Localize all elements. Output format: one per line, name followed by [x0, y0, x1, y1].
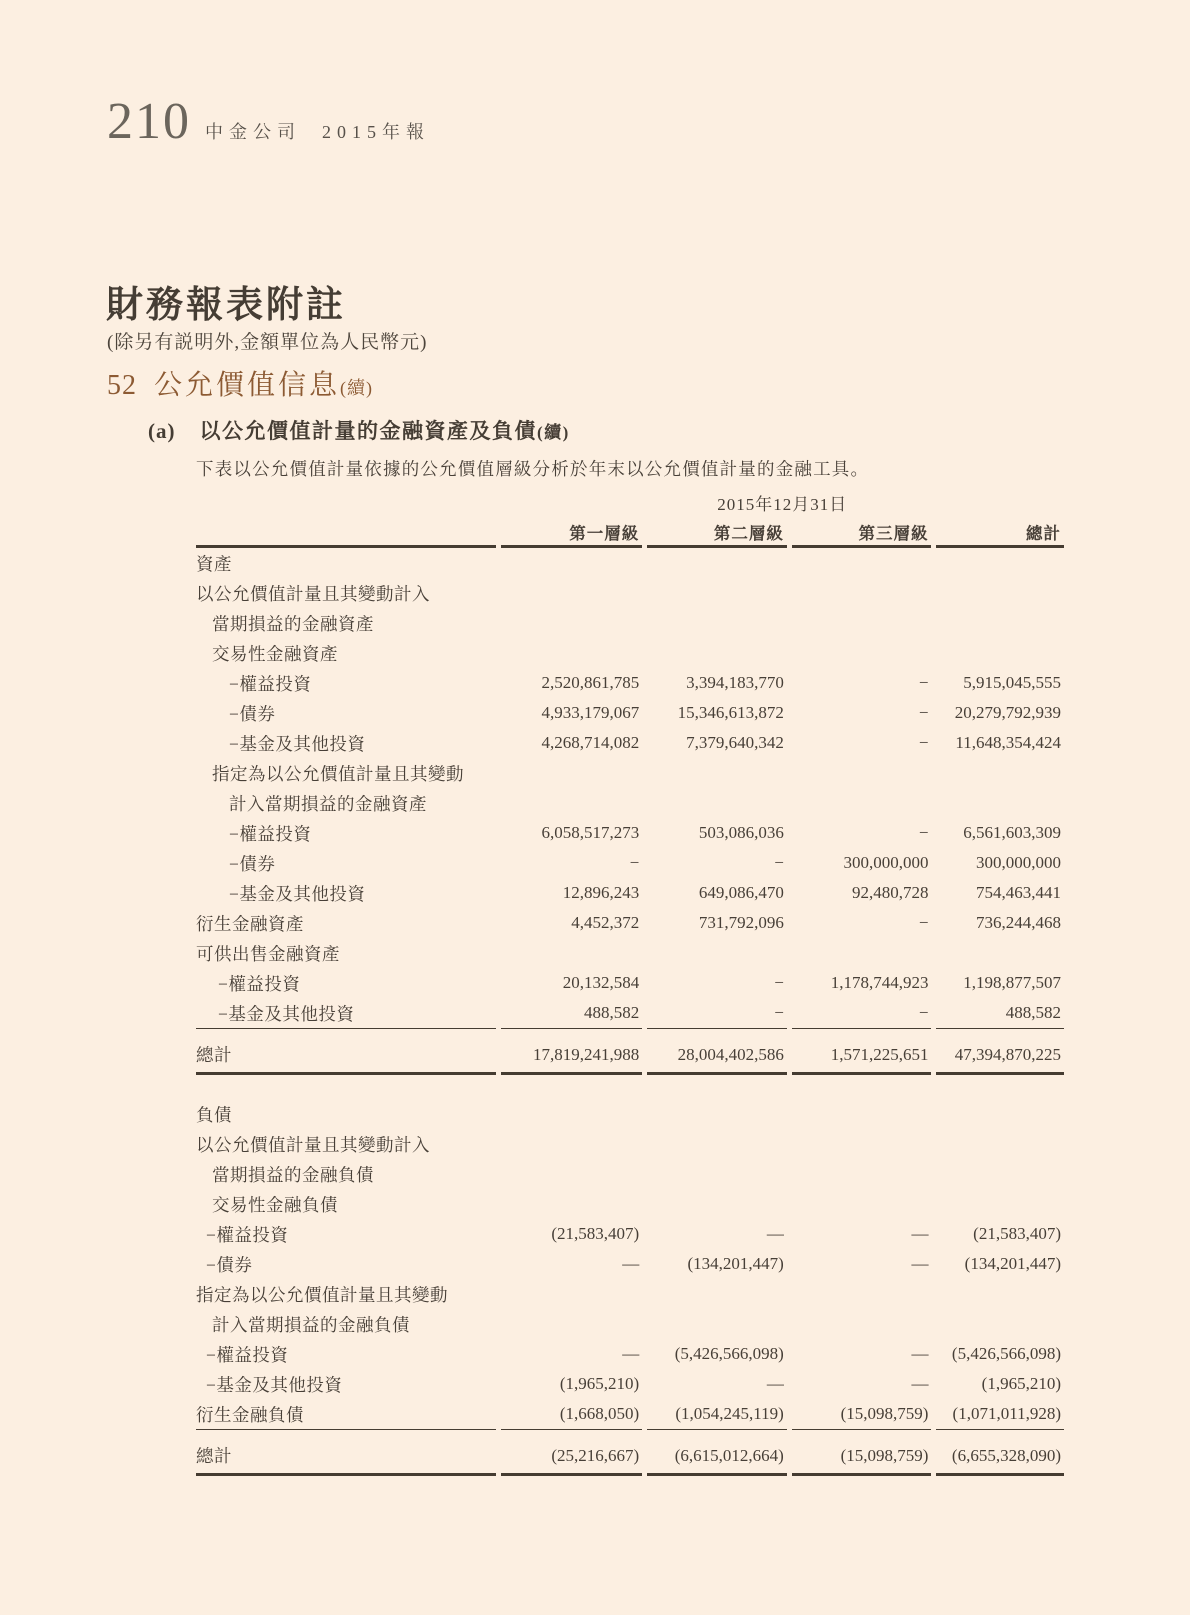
- cell-value: (5,426,566,098): [951, 1344, 1061, 1363]
- cell-value: [647, 1099, 787, 1129]
- cell-value: [792, 1279, 932, 1309]
- cell-value: [792, 1099, 932, 1129]
- cell-value: 7,379,640,342: [686, 733, 784, 752]
- cell-value: (1,965,210): [559, 1374, 640, 1393]
- table-row: [196, 758, 1064, 788]
- row-label: 可供出售金融資產: [196, 943, 340, 964]
- cell-value: 4,452,372: [571, 913, 640, 932]
- row-label: −債券: [206, 1254, 253, 1275]
- cell-value: [936, 938, 1064, 968]
- table-row: [196, 548, 1064, 578]
- cell-value: 4,268,714,082: [541, 733, 640, 752]
- cell-value: (1,071,011,928): [952, 1404, 1061, 1423]
- table-row: [196, 848, 1064, 878]
- subsection-continued-marker: (續): [537, 423, 570, 442]
- liabilities-total-row: [196, 1429, 1064, 1476]
- section-spacer: [196, 1075, 1064, 1099]
- row-label: 以公允價值計量且其變動計入: [196, 1134, 430, 1155]
- cell-value: [792, 1189, 932, 1219]
- cell-value: −: [918, 733, 929, 752]
- cell-value: [792, 608, 932, 638]
- cell-value: —: [911, 1224, 929, 1243]
- cell-value: 92,480,728: [851, 883, 929, 902]
- table-row: [196, 1369, 1064, 1399]
- table-row: [196, 578, 1064, 608]
- cell-value: [647, 1279, 787, 1309]
- table-row: [196, 608, 1064, 638]
- cell-value: (21,583,407): [973, 1224, 1061, 1243]
- cell-value: 503,086,036: [698, 823, 784, 842]
- row-label: 衍生金融資產: [196, 913, 304, 934]
- cell-value: —: [622, 1254, 640, 1273]
- page-title: 財務報表附註: [106, 285, 346, 326]
- cell-value: −: [918, 823, 929, 842]
- table-row: [196, 908, 1064, 938]
- table-row: [196, 788, 1064, 818]
- cell-value: [501, 1279, 643, 1309]
- cell-value: 12,896,243: [562, 883, 640, 902]
- table-row: [196, 698, 1064, 728]
- row-label: 計入當期損益的金融資產: [229, 793, 427, 814]
- cell-value: −: [918, 673, 929, 692]
- row-label: −權益投資: [229, 823, 312, 844]
- row-label: 指定為以公允價值計量且其變動: [196, 1284, 448, 1305]
- table-row: [196, 878, 1064, 908]
- cell-value: [501, 1189, 643, 1219]
- cell-value: 28,004,402,586: [647, 1028, 787, 1075]
- cell-value: 11,648,354,424: [955, 733, 1061, 752]
- cell-value: [501, 938, 643, 968]
- row-label: −權益投資: [229, 673, 312, 694]
- table-row: [196, 1279, 1064, 1309]
- cell-value: 1,571,225,651: [792, 1028, 932, 1075]
- cell-value: 300,000,000: [976, 853, 1061, 872]
- cell-value: [647, 758, 787, 788]
- cell-value: −: [774, 1003, 784, 1022]
- intro-paragraph: 下表以公允價值計量依據的公允價值層級分析於年末以公允價值計量的金融工具。: [196, 459, 870, 479]
- empty-cell: [196, 486, 496, 518]
- fair-value-table-container: [191, 486, 1071, 1476]
- cell-value: —: [766, 1374, 784, 1393]
- company-name-text: 中金公司: [205, 122, 301, 142]
- section-continued-marker: (續): [340, 378, 374, 398]
- cell-value: [647, 548, 787, 578]
- assets-total-row: [196, 1028, 1064, 1075]
- cell-value: [936, 638, 1064, 668]
- cell-value: [647, 938, 787, 968]
- subsection-title: [200, 415, 570, 445]
- cell-value: (15,098,759): [840, 1404, 929, 1423]
- table-row: [196, 998, 1064, 1028]
- column-header-level3: 第三層級: [792, 518, 932, 548]
- running-head: [107, 93, 430, 150]
- liabilities-total-section: [196, 1429, 1064, 1476]
- cell-value: [501, 1159, 643, 1189]
- cell-value: 300,000,000: [843, 853, 929, 872]
- cell-value: 20,279,792,939: [954, 703, 1061, 722]
- row-label: −債券: [229, 853, 276, 874]
- cell-value: [936, 1159, 1064, 1189]
- cell-value: [647, 578, 787, 608]
- cell-value: [647, 788, 787, 818]
- cell-value: [501, 608, 643, 638]
- cell-value: [936, 1129, 1064, 1159]
- cell-value: 1,198,877,507: [963, 973, 1061, 992]
- cell-value: −: [629, 853, 640, 872]
- empty-cell: [196, 518, 496, 548]
- cell-value: 17,819,241,988: [501, 1028, 643, 1075]
- cell-value: [936, 1099, 1064, 1129]
- row-label: 計入當期損益的金融負債: [212, 1314, 410, 1335]
- assets-rows: [196, 548, 1064, 1028]
- cell-value: [792, 938, 932, 968]
- cell-value: 6,058,517,273: [541, 823, 640, 842]
- column-header-row: [196, 518, 1064, 548]
- cell-value: [936, 788, 1064, 818]
- row-label: −權益投資: [206, 1344, 289, 1365]
- cell-value: (6,655,328,090): [936, 1429, 1064, 1476]
- cell-value: −: [918, 1003, 929, 1022]
- cell-value: (1,965,210): [981, 1374, 1061, 1393]
- cell-value: [936, 1309, 1064, 1339]
- row-label: −基金及其他投資: [218, 1003, 355, 1024]
- spacer-cell: [196, 1075, 1064, 1099]
- row-label: 總計: [196, 1028, 496, 1075]
- cell-value: —: [622, 1344, 640, 1363]
- cell-value: 20,132,584: [562, 973, 640, 992]
- cell-value: 15,346,613,872: [677, 703, 784, 722]
- cell-value: 3,394,183,770: [686, 673, 784, 692]
- cell-value: [792, 578, 932, 608]
- row-label: 資產: [196, 553, 232, 574]
- subsection-heading: [148, 415, 570, 445]
- cell-value: [936, 578, 1064, 608]
- cell-value: [647, 1129, 787, 1159]
- table-row: [196, 668, 1064, 698]
- cell-value: (1,054,245,119): [675, 1404, 784, 1423]
- row-label: −權益投資: [218, 973, 301, 994]
- cell-value: −: [774, 853, 784, 872]
- column-header-total: 總計: [936, 518, 1064, 548]
- table-row: [196, 1249, 1064, 1279]
- row-label: 負債: [196, 1104, 232, 1125]
- cell-value: 649,086,470: [698, 883, 784, 902]
- cell-value: 488,582: [1005, 1003, 1061, 1022]
- cell-value: [792, 788, 932, 818]
- row-label: 當期損益的金融資產: [212, 613, 374, 634]
- cell-value: 5,915,045,555: [963, 673, 1061, 692]
- table-row: [196, 1219, 1064, 1249]
- cell-value: [936, 608, 1064, 638]
- cell-value: (21,583,407): [551, 1224, 640, 1243]
- row-label: 交易性金融負債: [212, 1194, 338, 1215]
- cell-value: [647, 1159, 787, 1189]
- table-row: [196, 938, 1064, 968]
- subsection-letter: (a): [148, 419, 176, 443]
- row-label: 總計: [196, 1429, 496, 1476]
- cell-value: [792, 638, 932, 668]
- page-subtitle: (除另有説明外,金額單位為人民幣元): [107, 332, 428, 353]
- table-row: [196, 1399, 1064, 1429]
- cell-value: [792, 758, 932, 788]
- table-row: [196, 1189, 1064, 1219]
- page-number: 210: [107, 93, 191, 150]
- cell-value: 6,561,603,309: [963, 823, 1061, 842]
- cell-value: (1,668,050): [559, 1404, 640, 1423]
- report-year-text: 2015年報: [322, 122, 430, 142]
- cell-value: —: [911, 1254, 929, 1273]
- table-head: [196, 486, 1064, 548]
- cell-value: −: [774, 973, 784, 992]
- cell-value: −: [918, 703, 929, 722]
- cell-value: [501, 638, 643, 668]
- table-row: [196, 968, 1064, 998]
- cell-value: [936, 758, 1064, 788]
- cell-value: (134,201,447): [687, 1254, 784, 1273]
- table-row: [196, 1099, 1064, 1129]
- section-heading: [107, 363, 373, 403]
- cell-value: [501, 548, 643, 578]
- cell-value: 754,463,441: [976, 883, 1061, 902]
- table-row: [196, 728, 1064, 758]
- table-row: [196, 1129, 1064, 1159]
- cell-value: (15,098,759): [792, 1429, 932, 1476]
- cell-value: 736,244,468: [976, 913, 1061, 932]
- row-label: −基金及其他投資: [206, 1374, 343, 1395]
- cell-value: (5,426,566,098): [674, 1344, 784, 1363]
- row-label: 交易性金融資產: [212, 643, 338, 664]
- row-label: −基金及其他投資: [229, 733, 366, 754]
- row-label: 衍生金融負債: [196, 1404, 304, 1425]
- row-label: −權益投資: [206, 1224, 289, 1245]
- cell-value: [792, 1309, 932, 1339]
- table-row: [196, 1339, 1064, 1369]
- row-label: −債券: [229, 703, 276, 724]
- cell-value: [501, 1099, 643, 1129]
- cell-value: [647, 1189, 787, 1219]
- cell-value: [501, 1129, 643, 1159]
- liabilities-rows: [196, 1099, 1064, 1429]
- column-header-level2: 第二層級: [647, 518, 787, 548]
- cell-value: [501, 788, 643, 818]
- cell-value: [792, 1129, 932, 1159]
- cell-value: −: [918, 913, 929, 932]
- fair-value-hierarchy-table: [191, 486, 1069, 1476]
- subsection-title-text: 以公允價值計量的金融資產及負債: [199, 419, 537, 443]
- cell-value: [936, 1279, 1064, 1309]
- cell-value: —: [911, 1344, 929, 1363]
- column-header-level1: 第一層級: [501, 518, 643, 548]
- cell-value: 488,582: [583, 1003, 640, 1022]
- cell-value: 4,933,179,067: [541, 703, 640, 722]
- cell-value: [792, 548, 932, 578]
- row-label: 以公允價值計量且其變動計入: [196, 583, 430, 604]
- table-row: [196, 638, 1064, 668]
- cell-value: 1,178,744,923: [830, 973, 929, 992]
- row-label: 指定為以公允價值計量且其變動: [212, 763, 464, 784]
- assets-total-section: [196, 1028, 1064, 1099]
- cell-value: 2,520,861,785: [541, 673, 640, 692]
- cell-value: [792, 1159, 932, 1189]
- cell-value: [936, 1189, 1064, 1219]
- cell-value: (6,615,012,664): [647, 1429, 787, 1476]
- cell-value: [501, 578, 643, 608]
- cell-value: —: [911, 1374, 929, 1393]
- cell-value: [936, 548, 1064, 578]
- cell-value: [647, 608, 787, 638]
- section-title: 公允價值信息: [154, 370, 341, 401]
- cell-value: (134,201,447): [964, 1254, 1061, 1273]
- company-name: [205, 118, 430, 144]
- date-header-row: [196, 486, 1064, 518]
- cell-value: —: [766, 1224, 784, 1243]
- cell-value: [501, 758, 643, 788]
- row-label: −基金及其他投資: [229, 883, 366, 904]
- table-row: [196, 818, 1064, 848]
- cell-value: [501, 1309, 643, 1339]
- cell-value: (25,216,667): [501, 1429, 643, 1476]
- cell-value: 47,394,870,225: [936, 1028, 1064, 1075]
- cell-value: [647, 1309, 787, 1339]
- cell-value: [647, 638, 787, 668]
- cell-value: 731,792,096: [698, 913, 784, 932]
- date-header: 2015年12月31日: [717, 494, 848, 514]
- table-row: [196, 1309, 1064, 1339]
- table-row: [196, 1159, 1064, 1189]
- row-label: 當期損益的金融負債: [212, 1164, 374, 1185]
- section-number: 52: [107, 370, 137, 401]
